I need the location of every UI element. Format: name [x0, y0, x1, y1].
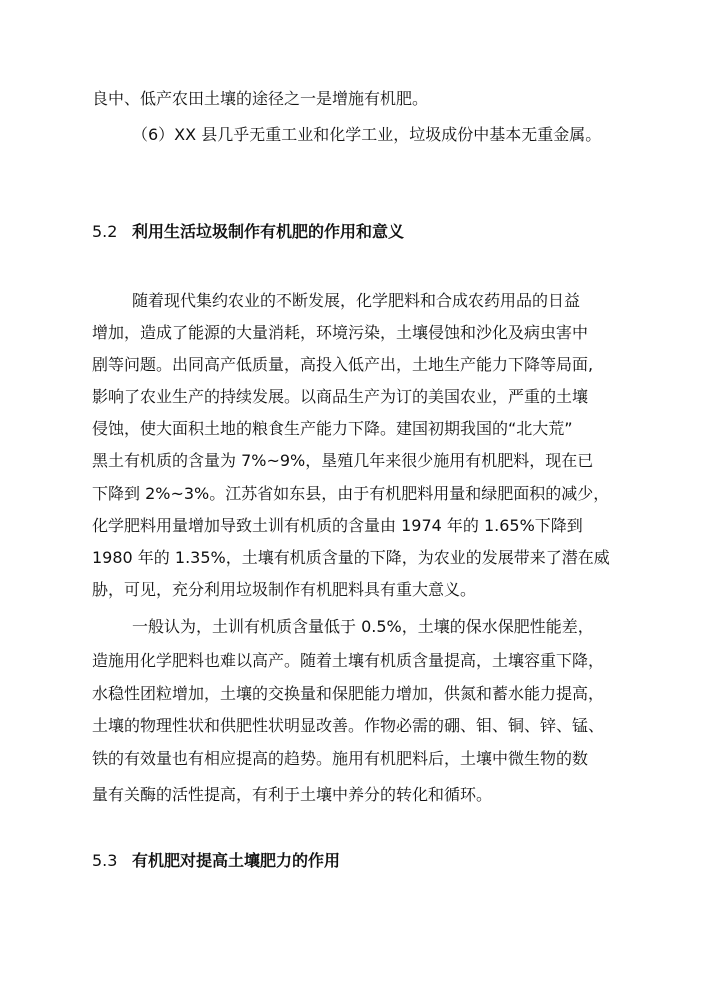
paragraph-line: 土壤的物理性状和供肥性状明显改善。作物必需的硼、钼、铜、锌、锰、: [92, 716, 605, 735]
paragraph-line: 一般认为，土训有机质含量低于 0.5%，土壤的保水保肥性能差，: [132, 617, 594, 636]
paragraph-line: 胁，可见，充分利用垃圾制作有机肥料具有重大意义。: [92, 580, 477, 599]
paragraph-line: 增加，造成了能源的大量消耗，环境污染，土壤侵蚀和沙化及病虫害中: [92, 323, 589, 342]
paragraph-line: 黑土有机质的含量为 7%~9%，垦殖几年来很少施用有机肥料，现在已: [92, 451, 594, 470]
paragraph-line: 随着现代集约农业的不断发展，化学肥料和合成农药用品的日益: [132, 291, 581, 310]
intro-line-1: 良中、低产农田土壤的途径之一是增施有机肥。: [92, 89, 429, 108]
paragraph-line: 1980 年的 1.35%，土壤有机质含量的下降，为农业的发展带来了潜在威: [92, 548, 610, 567]
section-title: 有机肥对提高土壤肥力的作用: [132, 851, 341, 870]
paragraph-line: 造施用化学肥料也难以高产。随着土壤有机质含量提高，土壤容重下降，: [92, 651, 605, 670]
paragraph-line: 化学肥料用量增加导致土训有机质的含量由 1974 年的 1.65%下降到: [92, 516, 583, 535]
section-heading-5-3: [92, 851, 340, 871]
section-number: 5.2: [92, 222, 118, 241]
paragraph-line: 水稳性团粒增加，土壤的交换量和保肥能力增加，供氮和蓄水能力提高，: [92, 684, 605, 703]
paragraph-line: 侵蚀，使大面积土地的粮食生产能力下降。建国初期我国的“北大荒”: [92, 419, 573, 438]
paragraph-line: 铁的有效量也有相应提高的趋势。施用有机肥料后，土壤中微生物的数: [92, 749, 589, 768]
paragraph-line: 影响了农业生产的持续发展。以商品生产为订的美国农业，严重的土壤: [92, 387, 589, 406]
intro-line-2: （6）XX 县几乎无重工业和化学工业，垃圾成份中基本无重金属。: [132, 125, 602, 144]
section-number: 5.3: [92, 851, 118, 870]
paragraph-line: 量有关酶的活性提高，有利于土壤中养分的转化和循环。: [92, 785, 493, 804]
section-title: 利用生活垃圾制作有机肥的作用和意义: [132, 222, 405, 241]
section-heading-5-2: [92, 222, 404, 242]
paragraph-line: 剧等问题。出同高产低质量，高投入低产出，土地生产能力下降等局面,: [92, 355, 594, 374]
paragraph-line: 下降到 2%~3%。江苏省如东县，由于有机肥料用量和绿肥面积的减少，: [92, 484, 610, 503]
